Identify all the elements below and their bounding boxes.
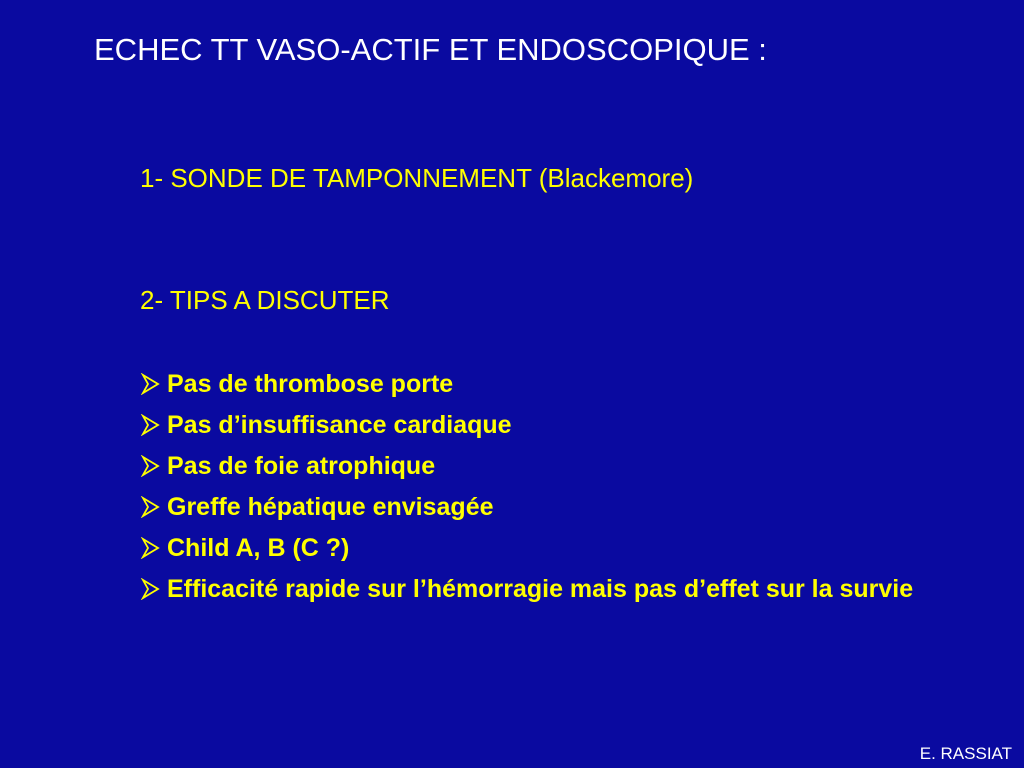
bullet-item [140, 528, 1000, 569]
bullet-text: Pas d’insuffisance cardiaque [167, 411, 512, 439]
arrow-bullet-icon [140, 373, 162, 395]
slide-title: ECHEC TT VASO-ACTIF ET ENDOSCOPIQUE : [94, 32, 767, 67]
arrow-bullet-icon [140, 537, 162, 559]
bullet-item [140, 405, 1000, 446]
arrow-bullet-icon [140, 578, 162, 600]
bullet-item [140, 569, 1000, 610]
bullet-list [140, 364, 1000, 610]
bullet-item [140, 364, 1000, 405]
section-heading-2: 2- TIPS A DISCUTER [140, 285, 390, 315]
bullet-item [140, 487, 1000, 528]
bullet-text: Pas de thrombose porte [167, 370, 454, 398]
bullet-text: Pas de foie atrophique [167, 452, 436, 480]
author-footer: E. RASSIAT [919, 744, 1012, 763]
arrow-bullet-icon [140, 414, 162, 436]
section-heading-1: 1- SONDE DE TAMPONNEMENT (Blackemore) [140, 163, 694, 193]
bullet-item [140, 446, 1000, 487]
bullet-text: Efficacité rapide sur l’hémorragie mais pas d’effet sur la survie [167, 575, 914, 603]
arrow-bullet-icon [140, 455, 162, 477]
bullet-text: Greffe hépatique envisagée [167, 493, 494, 521]
bullet-text: Child A, B (C ?) [167, 534, 350, 562]
arrow-bullet-icon [140, 496, 162, 518]
